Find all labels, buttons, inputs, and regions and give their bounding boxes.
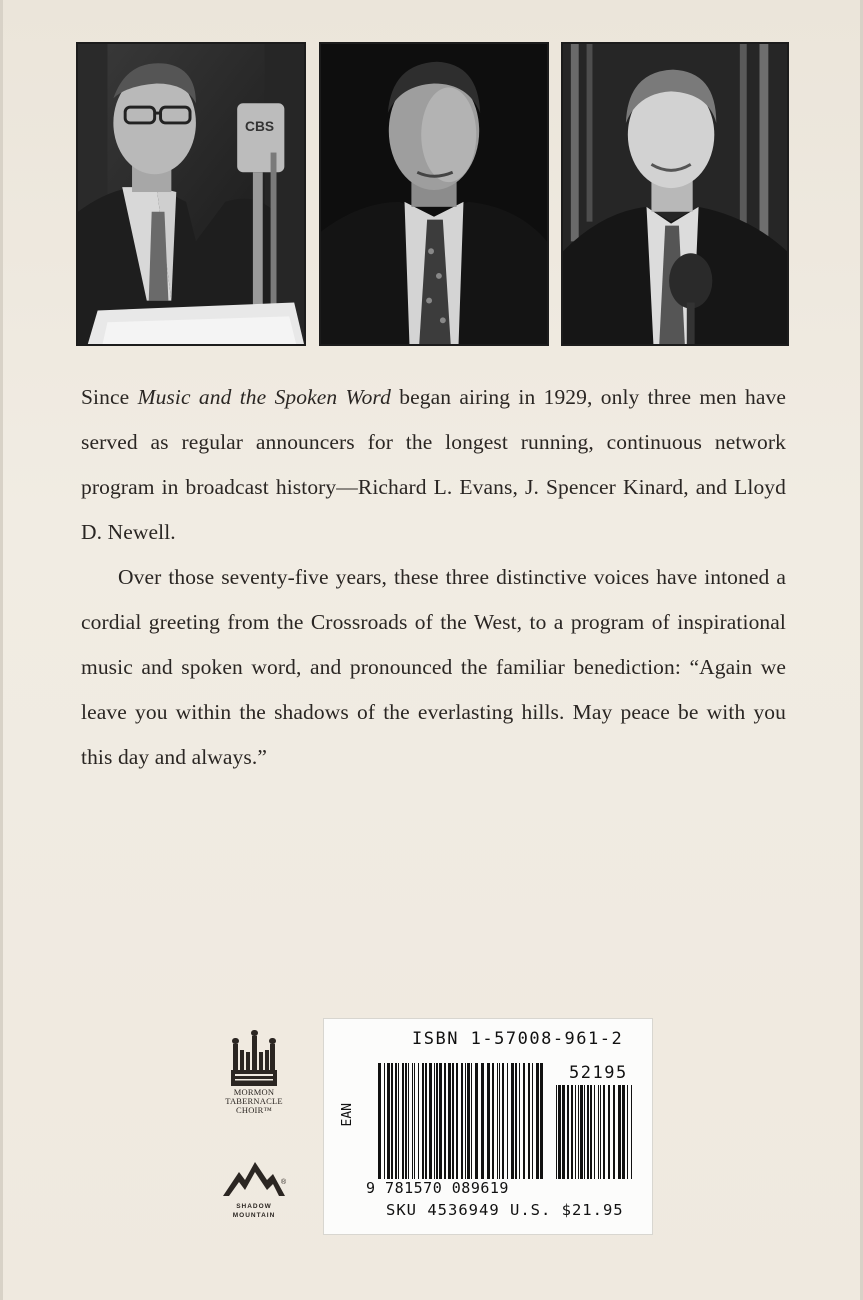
barcode-bar — [532, 1063, 533, 1179]
barcode-bar — [487, 1063, 490, 1179]
publisher-logo — [218, 1158, 290, 1220]
barcode-bar — [584, 1085, 585, 1179]
barcode-bar — [398, 1063, 399, 1179]
barcode-bar — [618, 1085, 621, 1179]
barcode-bar — [622, 1085, 625, 1179]
publisher-logo-line-2: MOUNTAIN — [232, 1212, 276, 1219]
choir-logo — [218, 1030, 290, 1115]
barcode-bar — [507, 1063, 508, 1179]
barcode-bar — [475, 1063, 478, 1179]
barcode-bar — [608, 1085, 610, 1179]
barcode-bar — [600, 1085, 601, 1179]
barcode-bar — [402, 1063, 404, 1179]
barcode-bar — [575, 1085, 576, 1179]
choir-logo-line-1: MORMON — [233, 1087, 275, 1097]
barcode-bar — [492, 1063, 494, 1179]
ean-label: EAN — [340, 1103, 355, 1127]
barcode-bar — [378, 1063, 381, 1179]
barcode-bar — [448, 1063, 451, 1179]
barcode-bar — [391, 1063, 393, 1179]
barcode-bar — [603, 1085, 605, 1179]
paragraph-2: Over those seventy-five years, these three distinctive voices have intoned a cordial greeting from the Crossroads of the West, to a program of inspirational music and spoken word, and pronounced the familiar benediction: “Again we leave you within the shadows of the everlasting hills. May peace be with you this day and always.” — [81, 565, 786, 769]
barcode-bar — [497, 1063, 498, 1179]
barcode-bar — [456, 1063, 458, 1179]
barcode-bar — [387, 1063, 390, 1179]
barcode-bar — [412, 1063, 413, 1179]
svg-text:CBS: CBS — [245, 118, 275, 134]
barcode-bar — [422, 1063, 424, 1179]
barcode-bar — [502, 1063, 504, 1179]
paragraph-1-rest: began airing in 1929, only three men have served as regular announcers for the longest running, continuous network program in broadcast history—Richard L. Evans, J. Spencer Kinard, and Lloyd D. Newell. — [81, 385, 787, 544]
paragraph-1-prefix: Since — [81, 385, 138, 409]
barcode-bar — [481, 1063, 484, 1179]
barcode-bar — [434, 1063, 435, 1179]
registered-mark: ® — [281, 1179, 287, 1186]
barcode-bar — [414, 1063, 415, 1179]
barcode-bar — [587, 1085, 589, 1179]
barcode-bar — [556, 1085, 557, 1179]
price-addon-barcode — [556, 1085, 636, 1179]
barcode-bar — [594, 1085, 595, 1179]
barcode-bar — [515, 1063, 517, 1179]
barcode-bar — [384, 1063, 385, 1179]
barcode-bar — [471, 1063, 472, 1179]
choir-logo-line-2: TABERNACLE — [225, 1096, 283, 1106]
barcode-bar — [523, 1063, 525, 1179]
barcode-bar — [536, 1063, 539, 1179]
barcode-bar — [439, 1063, 442, 1179]
paragraph-1 — [81, 375, 786, 555]
barcode-bar — [519, 1063, 520, 1179]
barcode-bar — [429, 1063, 432, 1179]
barcode-bar — [578, 1085, 579, 1179]
barcode-bar — [590, 1085, 592, 1179]
barcode-bar — [452, 1063, 454, 1179]
barcode-label — [323, 1018, 653, 1235]
barcode-bar — [627, 1085, 628, 1179]
program-title: Music and the Spoken Word — [137, 385, 391, 409]
announcer-photo-1 — [76, 42, 306, 346]
barcode-bar — [540, 1063, 543, 1179]
barcode-bar — [465, 1063, 466, 1179]
barcode-bar — [511, 1063, 514, 1179]
barcode-bar — [613, 1085, 615, 1179]
isbn-text: ISBN 1-57008-961-2 — [412, 1029, 624, 1049]
barcode-bar — [580, 1085, 583, 1179]
ean-barcode — [378, 1063, 544, 1179]
ean-digits: 9 781570 089619 — [366, 1179, 509, 1197]
barcode-bar — [467, 1063, 470, 1179]
barcode-bar — [418, 1063, 419, 1179]
description-text — [81, 375, 786, 780]
barcode-bar — [408, 1063, 409, 1179]
organ-pipes-icon — [229, 1030, 279, 1086]
barcode-bar — [631, 1085, 632, 1179]
price-code: 52195 — [569, 1063, 628, 1083]
barcode-bar — [395, 1063, 397, 1179]
sku-price-line: SKU 4536949 U.S. $21.95 — [386, 1201, 624, 1219]
barcode-bar — [567, 1085, 569, 1179]
barcode-bar — [571, 1085, 573, 1179]
announcer-photo-3 — [561, 42, 789, 346]
barcode-bar — [598, 1085, 599, 1179]
choir-logo-line-3: CHOIR™ — [236, 1105, 272, 1115]
barcode-bar — [562, 1085, 565, 1179]
barcode-bar — [405, 1063, 407, 1179]
barcode-bar — [461, 1063, 463, 1179]
barcode-bar — [499, 1063, 500, 1179]
barcode-bar — [444, 1063, 446, 1179]
barcode-bar — [528, 1063, 530, 1179]
mountain-icon — [221, 1158, 287, 1198]
announcer-photo-2 — [319, 42, 549, 346]
publisher-logo-line-1: SHADOW — [236, 1203, 272, 1210]
barcode-bar — [558, 1085, 561, 1179]
barcode-bar — [436, 1063, 438, 1179]
barcode-bar — [425, 1063, 427, 1179]
